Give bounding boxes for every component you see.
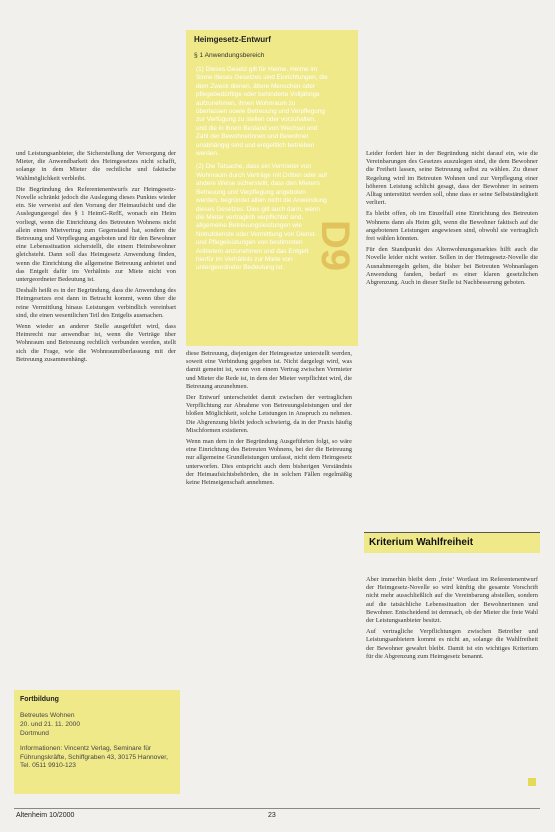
box-body bbox=[196, 66, 328, 278]
paragraph: Es bleibt offen, ob im Einzelfall eine Einrichtung des Betreuten Wohnens dann als Heim gilt, wenn die Bewohner faktisch auf die angebotenen Leistungen angewiesen sind, obwohl sie vertraglich frei wählen könnten. bbox=[366, 210, 538, 243]
paragraph: Auf vertragliche Verpflichtungen zwischen Betreiber und Leistungsanbietern kommt es nicht an, solange die Wahlfreiheit der Bewohner gewahrt bleibt. Damit ist ein wichtiges Kriterium für die Abgrenzung zum Heimgesetz benannt. bbox=[366, 628, 538, 660]
decorative-symbol: D9 bbox=[313, 220, 357, 272]
box-section-heading: § 1 Anwendungsbereich bbox=[194, 52, 265, 59]
paragraph: Deshalb heißt es in der Begründung, dass die Anwendung des Heimgesetzes erst dann in Betracht kommt, wenn über die reine Vermittlung hinaus Leistungen verbindlich vereinbart sind, die einen wesentlichen Teil des Entgelts ausmachen. bbox=[16, 287, 176, 319]
paragraph: Wenn wieder an anderer Stelle ausgeführt wird, dass Heimrecht nur anwendbar ist, wenn die Verträge über Wohnraum und Betreuung rechtlich verbunden werden, stellt sich die Frage, wie die Wohnraumüberlassung mit der Betreuung zusammenhängt. bbox=[16, 323, 176, 363]
paragraph: Die Begründung des Referentenentwurfs zur Heimgesetz-Novelle schränkt jedoch die Auslegung dieses Punktes wieder ein. Sie verweist auf den Vorrang der Heimaufsicht und die Auslegungsregel des § 1 HeimG-RefE, wonach ein Heim vorliegt, wenn die Einrichtung des Betreuten Wohnens nicht allein einen Mietvertrag zum Gegenstand hat, sondern die Betreuung und Verpflegung angeboten und für den Bewohner eine Lebenssituation sicherstellt, die einem Heimbewohner gleichsteht. Dann soll das Heimgesetz Anwendung finden, wenn die Einrichtung die allgemeine Betreuung anbietet und das Entgelt dafür im Verhältnis zur Miete nicht von untergeordneter Bedeutung ist. bbox=[16, 185, 176, 284]
article-column-right bbox=[366, 150, 538, 290]
event-location: Dortmund bbox=[20, 730, 49, 737]
paragraph: und Leistungsanbieter, die Sicherstellung der Versorgung der Mieter, die Anwendbarkeit des Heimgesetzes nicht schafft, solange in dem Mieter die rechtliche und faktische Wahlmöglichkeit verbleibt. bbox=[16, 150, 176, 182]
article-column-left bbox=[16, 150, 176, 367]
event-contact: Informationen: Vincentz Verlag, Seminare für Führungskräfte, Schiffgraben 43, 30175 Hannover, Tel. 0511 9910-123 bbox=[20, 745, 168, 770]
footer-divider bbox=[14, 808, 540, 809]
section-heading: Kriterium Wahlfreiheit bbox=[369, 537, 474, 548]
event-info-box bbox=[14, 690, 180, 794]
box-title: Heimgesetz-Entwurf bbox=[194, 35, 271, 44]
article-column-right-lower bbox=[366, 576, 538, 664]
paragraph: Wenn man dem in der Begründung Ausgeführten folgt, so wäre eine Einrichtung des Betreuten Wohnens, bei der die Betreuung nur allgemeine Grundleistungen umfasst, nicht dem Heimgesetz unterworfen. Dies entspricht auch dem bisherigen Verständnis der Heimaufsichtsbehörden, die in solchen Fällen regelmäßig keine Heimeigenschaft annehmen. bbox=[186, 438, 352, 487]
paragraph: Der Entwurf unterscheidet damit zwischen der vertraglichen Verpflichtung zur Abnahme von Betreuungsleistungen und der bloßen Möglichkeit, solche Leistungen in Anspruch zu nehmen. Die Abgrenzung bleibt jedoch schwierig, da in der Praxis häufig Mischformen existieren. bbox=[186, 394, 352, 434]
event-title: Fortbildung bbox=[20, 696, 59, 703]
paragraph: Für den Standpunkt des Altenwohnungsmarktes hilft auch die Novelle leider nicht weiter. Sollen in der Heimgesetz-Novelle die Ausnahmeregeln gelten, die bisher bei Betreuten Wohnanlagen Anwendung fanden, bedarf es einer klaren gesetzlichen Abgrenzung. Auch in dieser Stelle ist Nachbesserung geboten. bbox=[366, 246, 538, 287]
page-number: 23 bbox=[268, 812, 276, 819]
paragraph: diese Betreuung, diejenigen der Heimgesetze unterstellt werden, soweit eine Verbindung gegeben ist. Nicht dargelegt wird, was damit gemeint ist, wenn von einem Vertrag zwischen Vermieter und Mieter die Rede ist, in dem der Mieter verpflichtet wird, die Betreuung anzunehmen. bbox=[186, 350, 352, 390]
publication-name: Altenheim 10/2000 bbox=[16, 812, 75, 819]
box-paragraph: (2) Die Tatsache, dass ein Vermieter von Wohnraum durch Verträge mit Dritten oder auf andere Weise sicherstellt, dass den Mietern Betreuung und Verpflegung angeboten werden, begründet allein nicht die Anwendung dieses Gesetzes. Dies gilt auch dann, wenn die Mieter vertraglich verpflichtet sind, allgemeine Betreuungsleistungen wie Notrufdienste oder Vermittlung von Dienst- und Pflegeleistungen von bestimmten Anbietern anzunehmen und das Entgelt hierfür im Verhältnis zur Miete von untergeordneter Bedeutung ist. bbox=[196, 163, 327, 272]
event-topic: Betreutes Wohnen bbox=[20, 712, 75, 719]
box-paragraph: (1) Dieses Gesetz gilt für Heime. Heime im Sinne dieses Gesetzes sind Einrichtungen, die dem Zweck dienen, ältere Menschen oder pflegebedürftige oder behinderte Volljährige aufzunehmen, ihnen Wohnraum zu überlassen sowie Betreuung und Verpflegung zur Verfügung zu stellen oder vorzuhalten, und die in ihrem Bestand von Wechsel und Zahl der Bewohnerinnen und Bewohner unabhängig sind und entgeltlich betrieben werden. bbox=[196, 66, 328, 158]
paragraph: Aber immerhin bleibt dem ‚freie‘ Wortlaut im Referentenentwurf der Heimgesetz-Novelle so wird künftig die gesamte Vorschrift nicht mehr ausschließlich auf die Vereinbarung abstellen, sondern auf die tatsächliche Lebenssituation der Bewohnerinnen und Bewohner. Entscheidend ist demnach, ob der Mieter die freie Wahl der Leistungsanbieter besitzt. bbox=[366, 576, 538, 625]
paragraph: Leider fordert hier in der Begründung nicht darauf ein, wie die Vereinbarungen des Gesetzes auszulegen sind, die dem Bewohner die Freiheit lassen, seine Betreuung selbst zu wählen. Zu dieser Regelung wird im Betreuten Wohnen und zur Verpflegung einer höheren Leistung schlicht gesagt, dass der Bewohner in seinem Alltag unterstützt werden soll, ohne dass er seine Selbstständigkeit verliert. bbox=[366, 150, 538, 207]
law-draft-box bbox=[186, 30, 358, 346]
end-marker bbox=[528, 778, 536, 786]
section-heading-bar bbox=[364, 532, 540, 553]
event-date: 20. und 21. 11. 2000 bbox=[20, 721, 81, 728]
article-column-middle bbox=[186, 350, 352, 490]
